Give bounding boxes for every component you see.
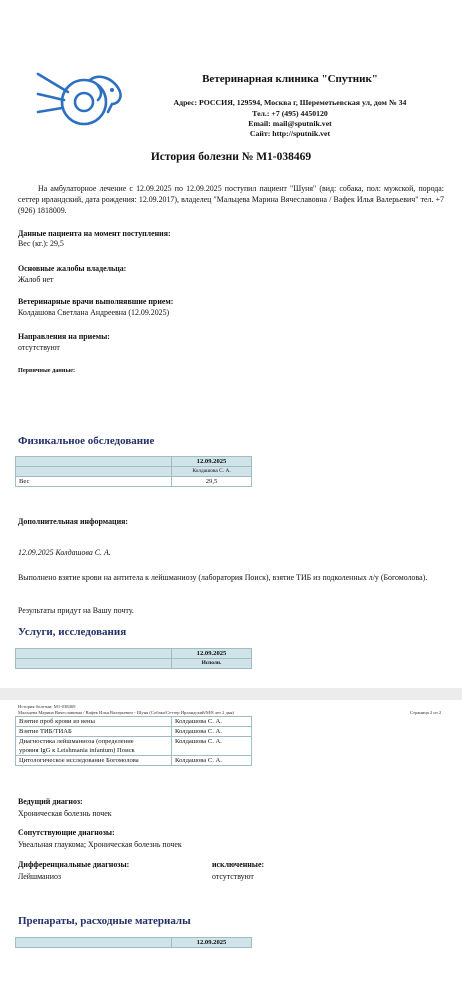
service-performer: Колдашова С. А.: [172, 756, 252, 766]
service-name-line: уровня IgG к Leishmania infantum) Поиск: [19, 747, 135, 754]
table-row: [16, 737, 252, 756]
table-row: [16, 756, 252, 766]
drugs-title: Препараты, расходные материалы: [18, 915, 191, 927]
drugs-table-header: [15, 937, 252, 948]
complaints-label: Основные жалобы владельца:: [18, 264, 127, 273]
services-performer-header: Исполн.: [172, 659, 252, 669]
services-table-header: [15, 648, 252, 669]
service-performer: Колдашова С. А.: [172, 727, 252, 737]
differential-diagnosis-value: Лейшманиоз: [18, 872, 62, 881]
complaints-value: Жалоб нет: [18, 275, 54, 284]
excluded-diagnosis-value: отсутствуют: [212, 872, 254, 881]
service-name: Взятие ТИБ/ТИАБ: [16, 727, 172, 737]
clinic-email: Email: mail@sputnik.vet: [248, 119, 332, 128]
service-name: Цитологическое исследование Богомолова: [16, 756, 172, 766]
physical-exam-date: 12.09.2025: [172, 457, 252, 467]
service-name-line: Диагностика лейшманиоза (определение: [19, 738, 134, 745]
table-row: [16, 727, 252, 737]
concomitant-diagnosis-value: Увеальная глаукома; Хроническая болезнь почек: [18, 840, 182, 849]
drugs-date: 12.09.2025: [172, 938, 252, 948]
primary-data-label: Первичные данные:: [18, 367, 76, 374]
differential-diagnosis-label: Дифференциальные диагнозы:: [18, 860, 130, 869]
header-cell-empty: [16, 457, 172, 467]
page-number: Страница 2 из 2: [410, 710, 442, 715]
clinic-site: Сайт: http://sputnik.vet: [249, 129, 331, 138]
intro-paragraph: На амбулаторное лечение с 12.09.2025 по 12.09.2025 поступил пациент "Шуня" (вид: собака, пол: мужской, порода: сеттер ирландский, дата рождения: 12.09.2017), владелец "Мальцева Марина Вячеславовна / Вафек Илья Валерьевич" тел. +7 (926) 1818009.: [18, 184, 444, 215]
document-title: История болезни № М1-038469: [150, 151, 312, 163]
doctors-value: Колдашова Светлана Андреевна (12.09.2025): [18, 308, 170, 317]
service-performer: Колдашова С. А.: [172, 717, 252, 727]
doctors-label: Ветеринарные врачи выполнявшие прием:: [18, 297, 174, 306]
services-table: [15, 716, 252, 766]
admission-value: Вес (кг.): 29,5: [18, 239, 64, 248]
table-row: [16, 717, 252, 727]
service-name: Взятие проб крови из вены: [16, 717, 172, 727]
services-date: 12.09.2025: [172, 649, 252, 659]
additional-entry-author: 12.09.2025 Колдашова С. А.: [18, 548, 111, 557]
additional-note: Результаты придут на Вашу почту.: [18, 606, 134, 615]
admission-label: Данные пациента на момент поступления:: [18, 229, 171, 238]
measurement-value: 29,5: [172, 477, 252, 487]
measurement-name: Вес: [16, 477, 172, 487]
service-name-multiline: [16, 737, 172, 756]
header-cell-empty: [16, 467, 172, 477]
services-title: Услуги, исследования: [18, 626, 127, 638]
page-break: [0, 688, 462, 700]
referrals-label: Направления на приемы:: [18, 332, 110, 341]
excluded-diagnosis-label: исключенные:: [212, 860, 265, 869]
additional-info-label: Дополнительная информация:: [18, 517, 129, 526]
lead-diagnosis-label: Ведущий диагноз:: [18, 797, 83, 806]
concomitant-diagnosis-label: Сопутствующие диагнозы:: [18, 828, 115, 837]
lead-diagnosis-value: Хроническая болезнь почек: [18, 809, 112, 818]
table-row: [16, 477, 252, 487]
service-performer: Колдашова С. А.: [172, 737, 252, 756]
header-cell-empty: [16, 649, 172, 659]
page2-header-record: История болезни: М1-038469: [18, 704, 76, 709]
additional-text: Выполнено взятие крови на антитела к лейшманиозу (лаборатория Поиск), взятие ТИБ из подколенных л/у (Богомолова).: [18, 573, 428, 582]
clinic-address: Адрес: РОССИЯ, 129594, Москва г, Шереметьевская ул, дом № 34: [173, 98, 407, 107]
referrals-value: отсутствуют: [18, 343, 60, 352]
header-cell-empty: [16, 938, 172, 948]
physical-exam-doctor: Колдашова С. А.: [172, 467, 252, 477]
clinic-phone: Тел.: +7 (495) 4450120: [252, 109, 328, 118]
clinic-name: Ветеринарная клиника "Спутник": [202, 73, 378, 85]
header-cell-empty: [16, 659, 172, 669]
page2-header-patient: Мальцева Марина Вячеславовна / Вафек Илья Валерьевич - Шуня (Собака/Сеттер Ирландский/М/8 лет 2 дня): [18, 710, 235, 715]
physical-exam-table: [15, 456, 252, 487]
physical-exam-title: Физикальное обследование: [18, 435, 155, 447]
